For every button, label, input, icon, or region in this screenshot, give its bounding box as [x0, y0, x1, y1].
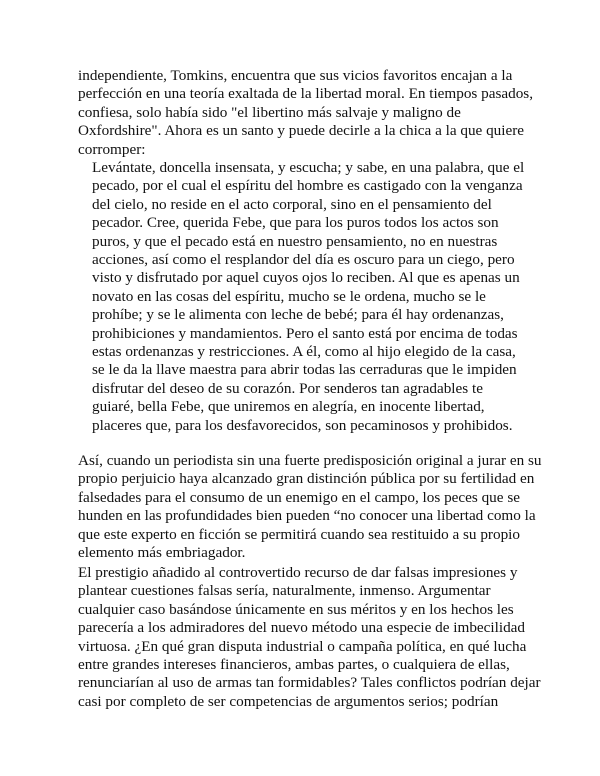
text-line: perfección en una teoría exaltada de la libertad moral. En tiempos pasados, [78, 85, 534, 103]
paragraph-periodista [78, 452, 542, 562]
text-line: elemento más embriagador. [78, 544, 246, 562]
text-line: hunden en las profundidades bien pueden “no conocer una libertad como la [78, 507, 536, 525]
text-line: guiaré, bella Febe, que uniremos en alegría, en inocente libertad, [92, 398, 485, 416]
text-line: placeres que, para los desfavorecidos, son pecaminosos y prohibidos. [92, 416, 513, 434]
text-line: virtuosa. ¿En qué gran disputa industrial o campaña política, en qué lucha [78, 637, 527, 655]
text-line: estas ordenanzas y restricciones. A él, como al hijo elegido de la casa, [92, 343, 516, 361]
text-line: entre grandes intereses financieros, ambas partes, o cualquiera de ellas, [78, 656, 510, 674]
block-quote [92, 159, 528, 435]
text-line: que este experto en ficción se permitirá cuando sea restituido a su propio [78, 525, 520, 543]
text-line: plantear cuestiones falsas sería, naturalmente, inmenso. Argumentar [78, 582, 491, 600]
text-line: Así, cuando un periodista sin una fuerte predisposición original a jurar en su [78, 452, 542, 469]
text-line: acciones, así como el resplandor del día es oscuro para un ciego, pero [92, 251, 515, 269]
text-line: disfrutar del deseo de su corazón. Por senderos tan agradables te [92, 379, 483, 397]
text-line: novato en las cosas del espíritu, mucho se le ordena, mucho se le [92, 287, 486, 305]
text-line: renunciarían al uso de armas tan formidables? Tales conflictos podrían dejar [78, 674, 541, 692]
text-line: prohibiciones y mandamientos. Pero el santo está por encima de todas [92, 324, 518, 342]
text-line: casi por completo de ser competencias de argumentos serios; podrían [78, 692, 499, 710]
text-line: cualquier caso basándose únicamente en sus méritos y en los hechos les [78, 600, 514, 618]
text-line: pecado, por el cual el espíritu del hombre es castigado con la venganza [92, 177, 523, 195]
text-line: Levántate, doncella insensata, y escucha; y sabe, en una palabra, que el [92, 159, 525, 176]
paragraph-tomkins-intro [78, 67, 534, 159]
text-line: se le da la llave maestra para abrir todas las cerraduras que le impiden [92, 361, 517, 379]
text-line: independiente, Tomkins, encuentra que sus vicios favoritos encajan a la [78, 67, 513, 84]
text-line: puros, y que el pecado está en nuestro pensamiento, no en nuestras [92, 232, 498, 250]
text-line: prohíbe; y se le alimenta con leche de bebé; para él hay ordenanzas, [92, 306, 504, 324]
text-line: corromper: [78, 140, 146, 158]
text-line: del cielo, no reside en el acto corporal, sino en el pensamiento del [92, 195, 492, 213]
text-line: pecador. Cree, querida Febe, que para los puros todos los actos son [92, 214, 499, 232]
text-line: El prestigio añadido al controvertido recurso de dar falsas impresiones y [78, 564, 518, 581]
text-line: propio perjuicio haya alcanzado gran distinción pública por su fertilidad en [78, 470, 535, 488]
text-line: falsedades para el consumo de un enemigo en el campo, los peces que se [78, 488, 520, 506]
text-line: Oxfordshire". Ahora es un santo y puede decirle a la chica a la que quiere [78, 122, 525, 140]
paragraph-prestigio [78, 564, 541, 711]
text-line: parecería a los admiradores del nuevo método una especie de imbecilidad [78, 619, 526, 637]
text-line: confiesa, solo había sido "el libertino más salvaje y maligno de [78, 103, 461, 121]
text-line: visto y disfrutado por aquel cuyos ojos lo reciben. Al que es apenas un [92, 269, 520, 287]
